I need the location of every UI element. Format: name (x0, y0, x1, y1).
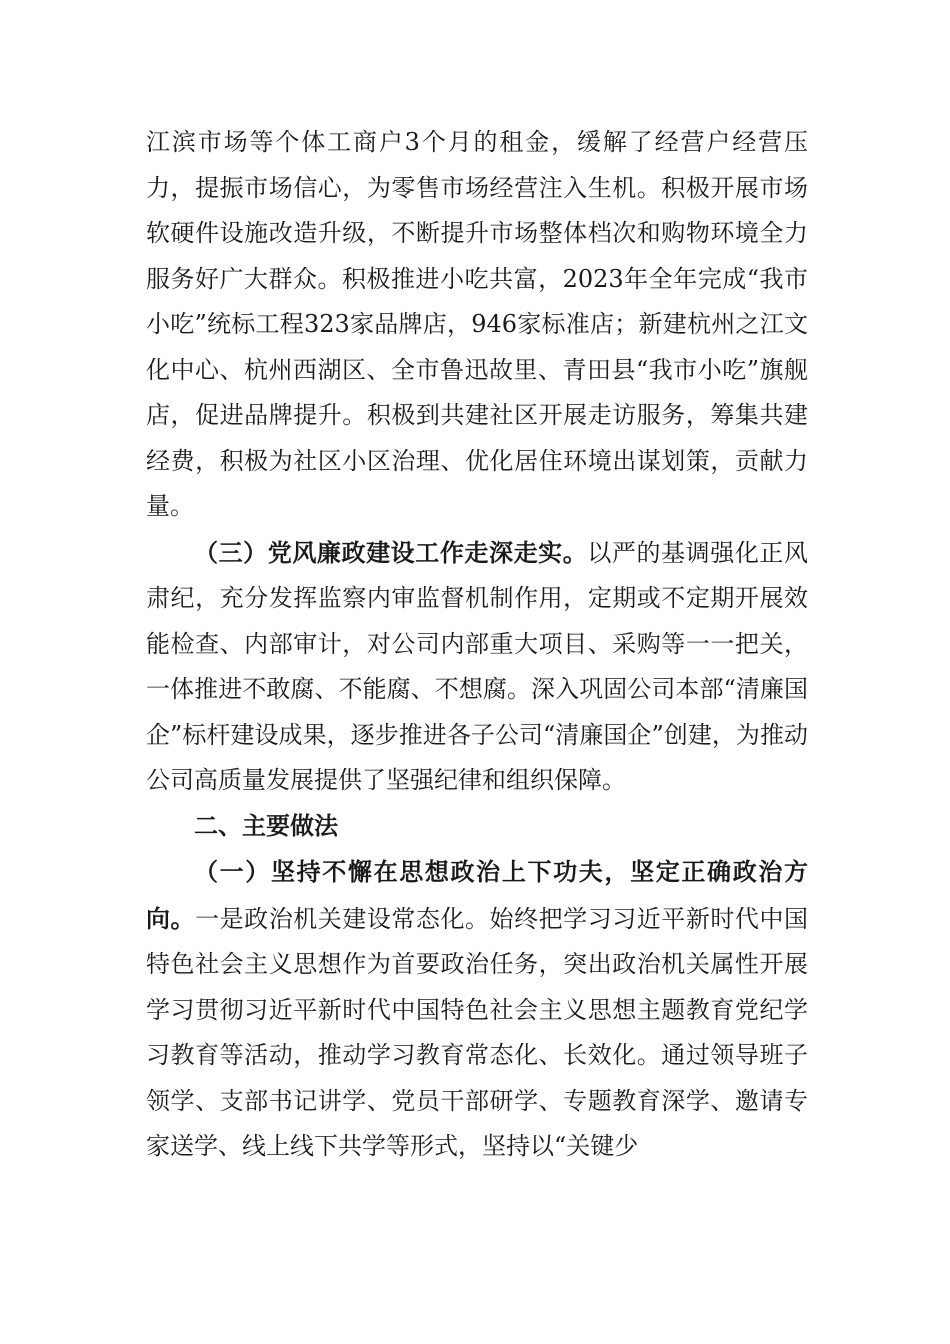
subheading-political-thought: （一）坚持不懈在思想政治上下功夫，坚定正确政治方向。 (146, 857, 808, 933)
section-heading-main-practices: 二、主要做法 (194, 811, 338, 840)
body-text (146, 120, 808, 1170)
paragraph-clean-governance (146, 530, 808, 804)
paragraph-political-thought (146, 849, 808, 1170)
paragraph-clean-governance-body: 以严的基调强化正风肃纪，充分发挥监察内审监督机制作用，定期或不定期开展效能检查、内部审计，对公司内部重大项目、采购等一一把关，一体推进不敢腐、不能腐、不想腐。深入巩固公司本部“清廉国企”标杆建设成果，逐步推进各子公司“清廉国企”创建，为推动公司高质量发展提供了坚强纪律和组织保障。 (146, 538, 809, 794)
paragraph-market-services: 江滨市场等个体工商户3个月的租金，缓解了经营户经营压力，提振市场信心，为零售市场经营注入生机。积极开展市场软硬件设施改造升级，不断提升市场整体档次和购物环境全力服务好广大群众。积极推进小吃共富，2023年全年完成“我市小吃”统标工程323家品牌店，946家标准店；新建杭州之江文化中心、杭州西湖区、全市鲁迅故里、青田县“我市小吃”旗舰店，促进品牌提升。积极到共建社区开展走访服务，筹集共建经费，积极为社区小区治理、优化居住环境出谋划策，贡献力量。 (146, 128, 808, 520)
paragraph-political-thought-body: 一是政治机关建设常态化。始终把学习习近平新时代中国特色社会主义思想作为首要政治任务，突出政治机关属性开展学习贯彻习近平新时代中国特色社会主义思想主题教育党纪学习教育等活动，推动学习教育常态化、长效化。通过领导班子领学、支部书记讲学、党员干部研学、专题教育深学、邀请专家送学、线上线下共学等形式，坚持以“关键少 (146, 904, 808, 1160)
subheading-clean-governance: （三）党风廉政建设工作走深走实。 (194, 537, 588, 567)
